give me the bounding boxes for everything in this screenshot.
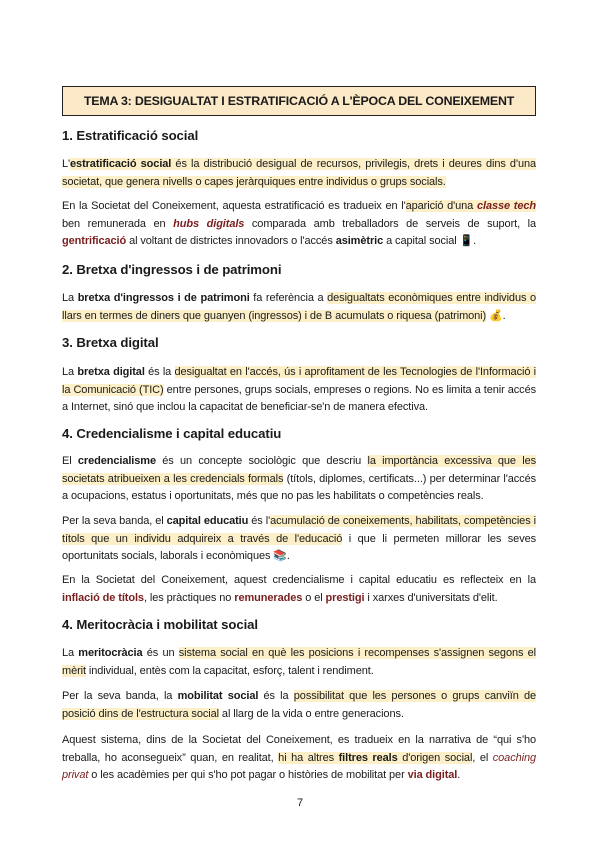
section-heading-estratificacio: 1. Estratificació social <box>62 128 199 143</box>
section-heading-credencialisme: 4. Credencialisme i capital educatiu <box>62 426 282 441</box>
paragraph-meritocracia-definition: La meritocràcia és un sistema social en què les posicions i recompenses s'assignen segons el mèrit individual, entès com la capacitat, esforç, talent i rendiment. <box>62 647 537 677</box>
topic-title-box <box>62 86 536 116</box>
section-heading-bretxa-digital: 3. Bretxa digital <box>62 335 159 350</box>
section-heading-bretxa-ingressos: 2. Bretxa d'ingressos i de patrimoni <box>62 262 282 277</box>
paragraph-credencialisme-definition: El credencialisme és un concepte sociològic que descriu la importància excessiva que les societats atribueixen a les credencials formals (títols, diplomes, certificats...) per determinar l'accés a ocupacions, estatus i oportunitats, més que no pas les habilitats o competències reals. <box>62 455 537 503</box>
page-number: 7 <box>296 797 304 809</box>
phone-icon: 📱. <box>456 235 477 248</box>
section-heading-meritocracia: 4. Meritocràcia i mobilitat social <box>62 617 258 632</box>
topic-title: TEMA 3: DESIGUALTAT I ESTRATIFICACIÓ A L'ÈPOCA DEL CONEIXEMENT <box>83 94 515 108</box>
paragraph-credencialisme-context: En la Societat del Coneixement, aquest credencialisme i capital educatiu es reflecteix en la inflació de títols, les pràctiques no remunerades o el prestigi i xarxes d'universitats d'elit. <box>62 574 536 604</box>
paragraph-bretxa-digital: La bretxa digital és la desigualtat en l'accés, ús i aprofitament de les Tecnologies de l'Informació i la Comunicació (TIC) entre persones, grups socials, empreses o regions. No es limita a tenir accés a Internet, sinó que inclou la capacitat de beneficiar-se'n de manera efectiva. <box>62 366 536 414</box>
paragraph-capital-educatiu: Per la seva banda, el capital educatiu és l'acumulació de coneixements, habilitats, competències i títols que un individu adquireix a través de l'educació i que li permeten millorar les seves oportunitats socials, laborals i econòmiques 📚. <box>62 515 537 563</box>
paragraph-mobilitat-social: Per la seva banda, la mobilitat social és la possibilitat que les persones o grups canviïn de posició dins de l'estructura social al llarg de la vida o entre generacions. <box>62 690 537 720</box>
paragraph-estratificacio-context: En la Societat del Coneixement, aquesta estratificació es tradueix en l'aparició d'una classe tech ben remunerada en hubs digitals comparada amb treballadors de serveis de suport, la gentrificació al voltant de districtes innovadors o l'accés asimètric a capital social 📱. <box>62 200 537 248</box>
paragraph-bretxa-ingressos: La bretxa d'ingressos i de patrimoni fa referència a desigualtats econòmiques entre individus o llars en termes de diners que guanyen (ingressos) i de B acumulats o riquesa (patrimoni) 💰. <box>62 292 537 322</box>
paragraph-meritocracia-context: Aquest sistema, dins de la Societat del Coneixement, es tradueix en la narrativa de “qui s'ho treballa, ho aconsegueix” quan, en realitat, hi ha altres filtres reals d'origen social, el coaching privat o les acadèmies per qui s'ho pot pagar o històries de mobilitat per via digital. <box>62 734 536 782</box>
paragraph-estratificacio-definition: L'estratificació social és la distribució desigual de recursos, privilegis, drets i deures dins d'una societat, que genera nivells o capes jeràrquiques entre individus o grups socials. <box>62 158 536 188</box>
money-bag-icon: 💰. <box>486 309 506 322</box>
